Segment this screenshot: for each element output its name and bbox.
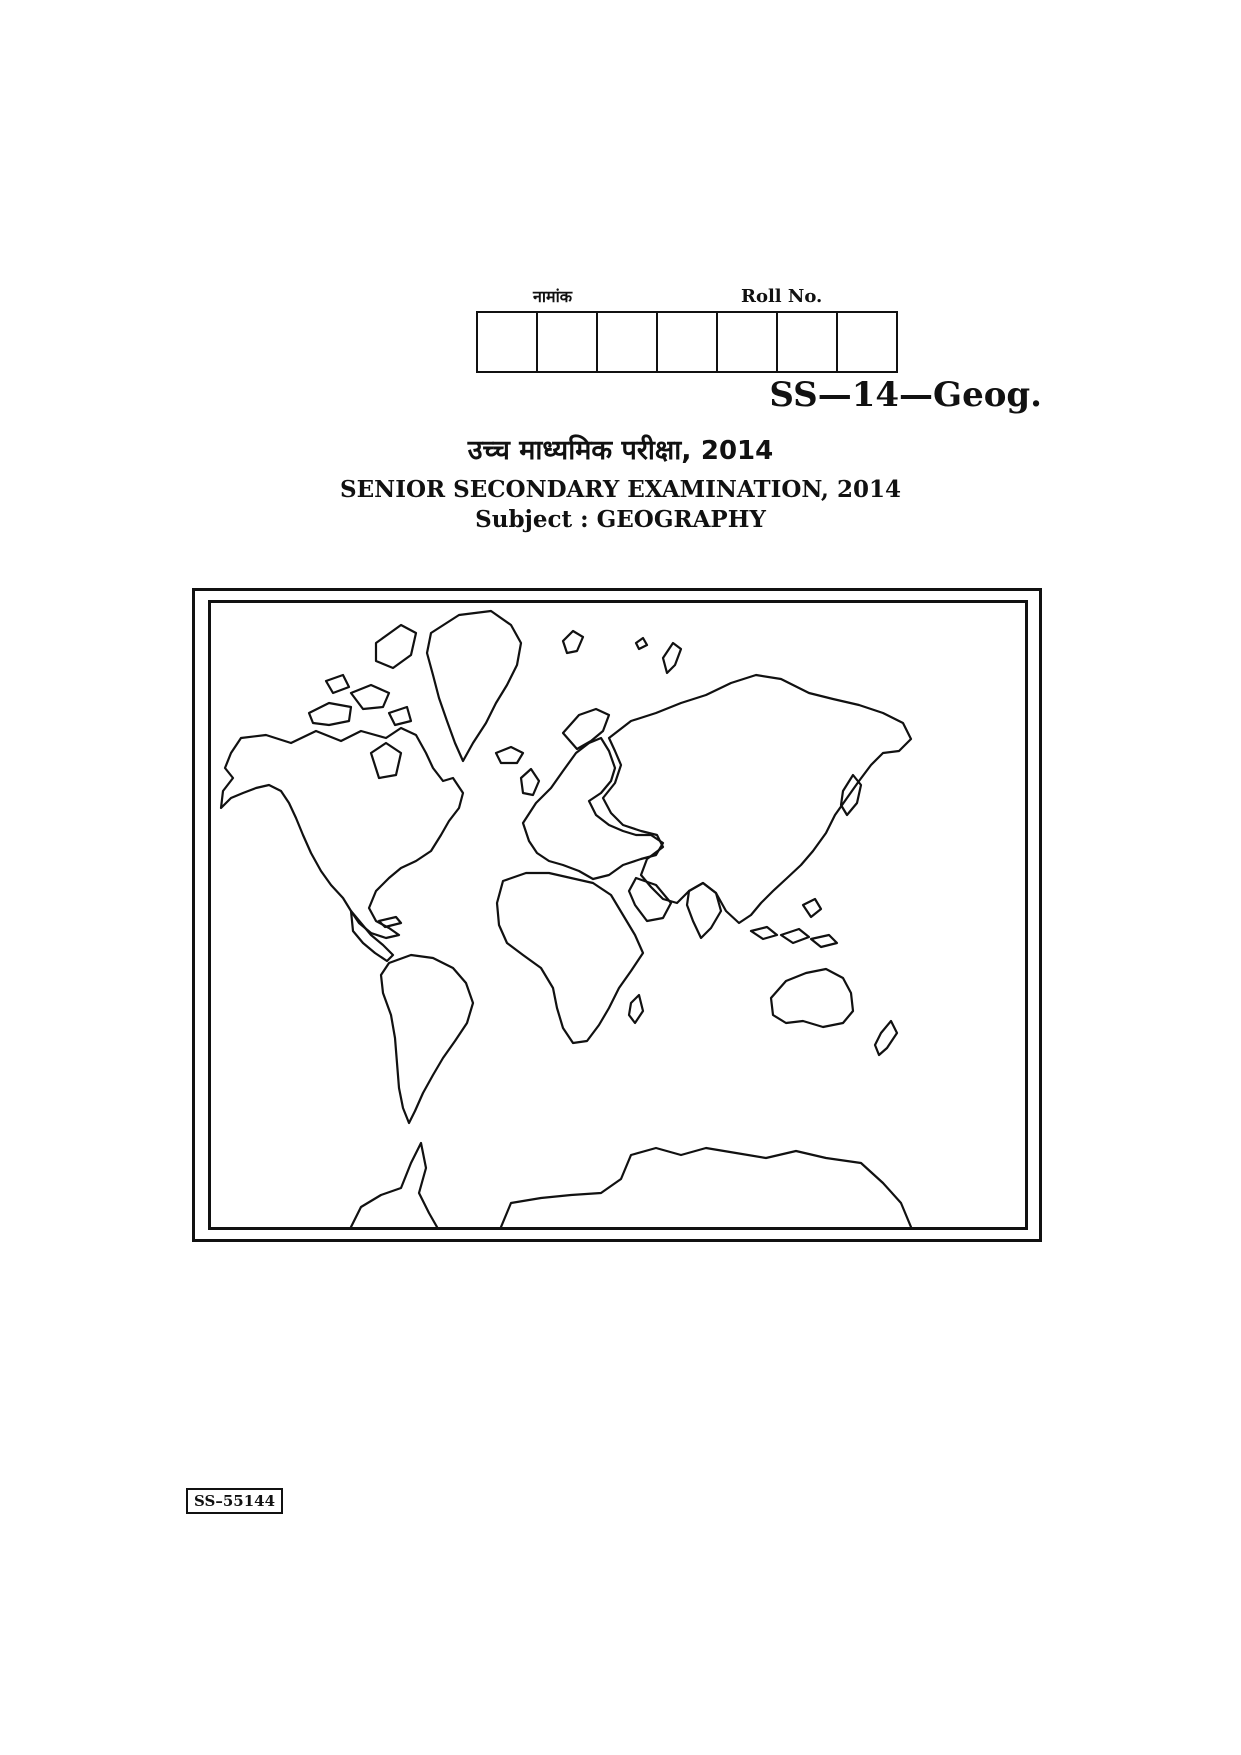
world-map xyxy=(208,600,1028,1230)
roll-label-english: Roll No. xyxy=(741,286,823,307)
arctic-island-outline xyxy=(351,685,389,709)
roll-digit-box[interactable] xyxy=(538,313,598,371)
roll-digit-box[interactable] xyxy=(838,313,896,371)
paper-code: SS—14—Geog. xyxy=(769,375,1042,415)
madagascar-outline xyxy=(629,995,643,1023)
roll-digit-box[interactable] xyxy=(598,313,658,371)
subject-line: Subject : GEOGRAPHY xyxy=(475,506,766,533)
australia-outline xyxy=(771,969,853,1027)
footer-code-box: SS–55144 xyxy=(186,1488,283,1514)
indonesia-outline xyxy=(811,935,837,947)
scandinavia-outline xyxy=(563,709,609,749)
roll-digit-box[interactable] xyxy=(658,313,718,371)
india-outline xyxy=(687,883,721,938)
roll-digit-box[interactable] xyxy=(478,313,538,371)
exam-title-hindi-text: उच्च माध्यमिक परीक्षा, xyxy=(467,435,692,466)
europe-outline xyxy=(523,738,663,879)
caribbean-island-outline xyxy=(379,917,401,927)
greenland-outline xyxy=(427,611,521,761)
arctic-island-outline xyxy=(389,707,411,725)
exam-title-english: SENIOR SECONDARY EXAMINATION, 2014 xyxy=(340,476,901,503)
exam-title-hindi xyxy=(0,430,1241,467)
hudson-bay-outline xyxy=(371,743,401,778)
indonesia-outline xyxy=(803,899,821,917)
world-map-svg xyxy=(211,603,1025,1227)
british-isles-outline xyxy=(521,769,539,795)
arctic-island-outline xyxy=(309,703,351,725)
roll-digit-box[interactable] xyxy=(778,313,838,371)
exam-title-hindi-year: 2014 xyxy=(700,436,774,466)
roll-number-boxes xyxy=(476,311,898,373)
arctic-island-outline xyxy=(376,625,416,668)
indonesia-outline xyxy=(751,927,777,939)
new-zealand-outline xyxy=(875,1021,897,1055)
indonesia-outline xyxy=(781,929,809,943)
asia-outline xyxy=(603,675,911,923)
japan-outline xyxy=(841,775,861,815)
south-america-outline xyxy=(381,955,473,1123)
antarctica-outline xyxy=(351,1143,437,1227)
svalbard-outline xyxy=(563,631,583,653)
north-america-outline xyxy=(221,728,463,938)
antarctica-outline xyxy=(501,1148,911,1227)
franz-josef-land-outline xyxy=(636,638,647,649)
iceland-outline xyxy=(496,747,523,763)
africa-outline xyxy=(497,873,643,1043)
roll-label-hindi: नामांक xyxy=(533,287,573,306)
arctic-island-outline xyxy=(326,675,349,693)
novaya-zemlya-outline xyxy=(663,643,681,673)
roll-digit-box[interactable] xyxy=(718,313,778,371)
